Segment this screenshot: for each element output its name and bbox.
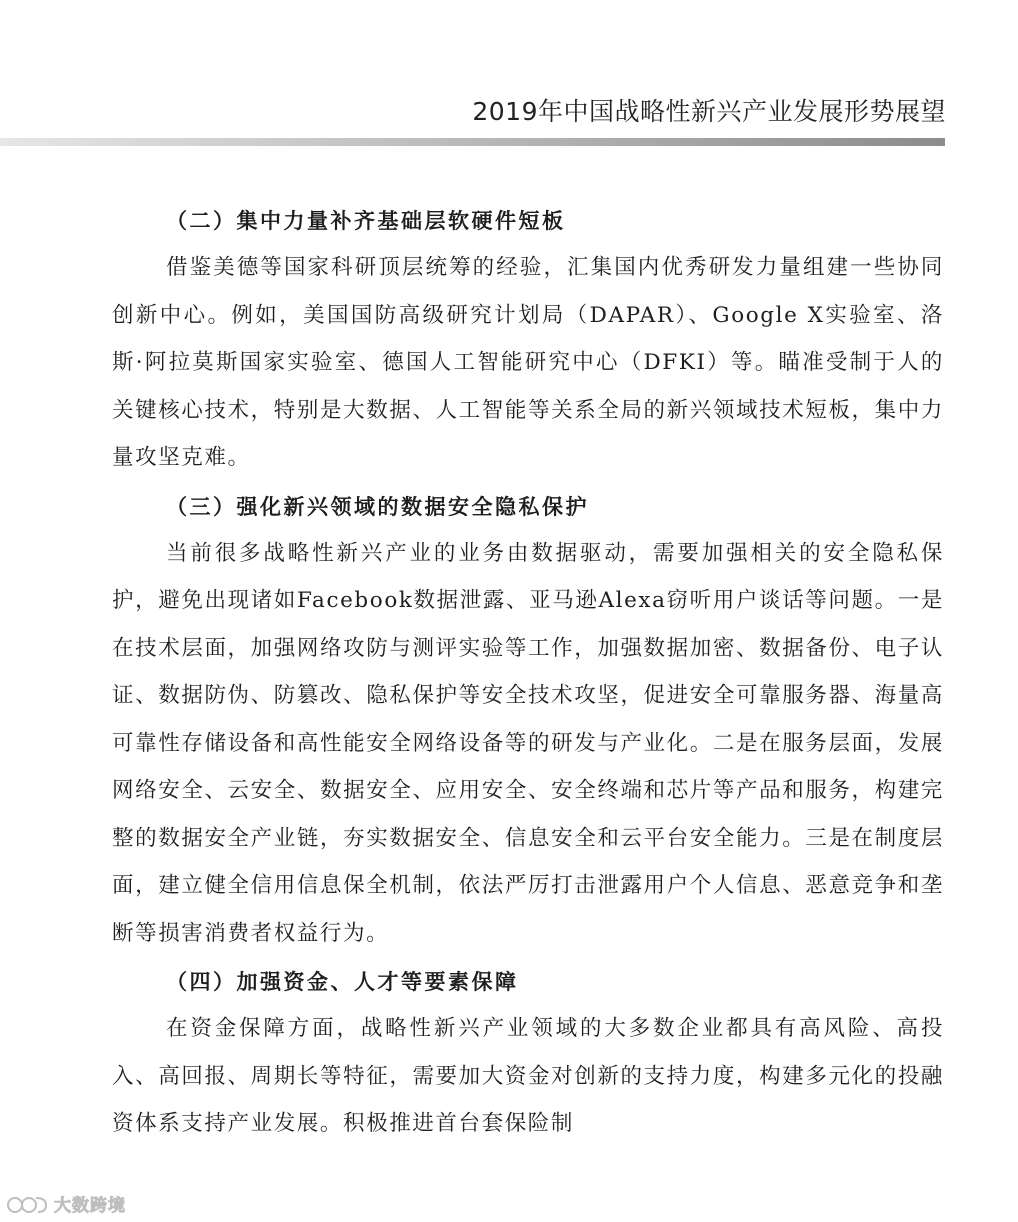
section-heading: （三）强化新兴领域的数据安全隐私保护: [166, 494, 589, 519]
watermark-logo-icon: [6, 1193, 50, 1215]
page-header-title: 2019年中国战略性新兴产业发展形势展望: [472, 97, 946, 126]
section-heading: （四）加强资金、人才等要素保障: [166, 970, 519, 994]
paragraph: 借鉴美德等国家科研顶层统筹的经验，汇集国内优秀研发力量组建一些协同创新中心。例如，美国国防高级研究计划局（DAPAR）、Google X实验室、洛斯·阿拉莫斯国家实验室、德国人工智能研究中心（DFKI）等。瞄准受制于人的关键核心技术，特别是大数据、人工智能等关系全局的新兴领域技术短板，集中力量攻坚克难。: [112, 255, 944, 470]
watermark-text: 大数跨境: [54, 1196, 126, 1216]
watermark: [6, 1191, 126, 1216]
section-4: [112, 959, 944, 1148]
document-body: [112, 198, 944, 1150]
paragraph: 在资金保障方面，战略性新兴产业领域的大多数企业都具有高风险、高投入、高回报、周期长等特征，需要加大资金对创新的支持力度，构建多元化的投融资体系支持产业发展。积极推进首台套保险制: [112, 1016, 944, 1136]
section-3: [112, 484, 944, 958]
paragraph: 当前很多战略性新兴产业的业务由数据驱动，需要加强相关的安全隐私保护，避免出现诸如Facebook数据泄露、亚马逊Alexa窃听用户谈话等问题。一是在技术层面，加强网络攻防与测评实验等工作，加强数据加密、数据备份、电子认证、数据防伪、防篡改、隐私保护等安全技术攻坚，促进安全可靠服务器、海量高可靠性存储设备和高性能安全网络设备等的研发与产业化。二是在服务层面，发展网络安全、云安全、数据安全、应用安全、安全终端和芯片等产品和服务，构建完整的数据安全产业链，夯实数据安全、信息安全和云平台安全能力。三是在制度层面，建立健全信用信息保全机制，依法严厉打击泄露用户个人信息、恶意竞争和垄断等损害消费者权益行为。: [112, 540, 944, 946]
section-heading: （二）集中力量补齐基础层软硬件短板: [166, 209, 566, 233]
section-2: [112, 198, 944, 482]
header-divider: [0, 138, 945, 146]
